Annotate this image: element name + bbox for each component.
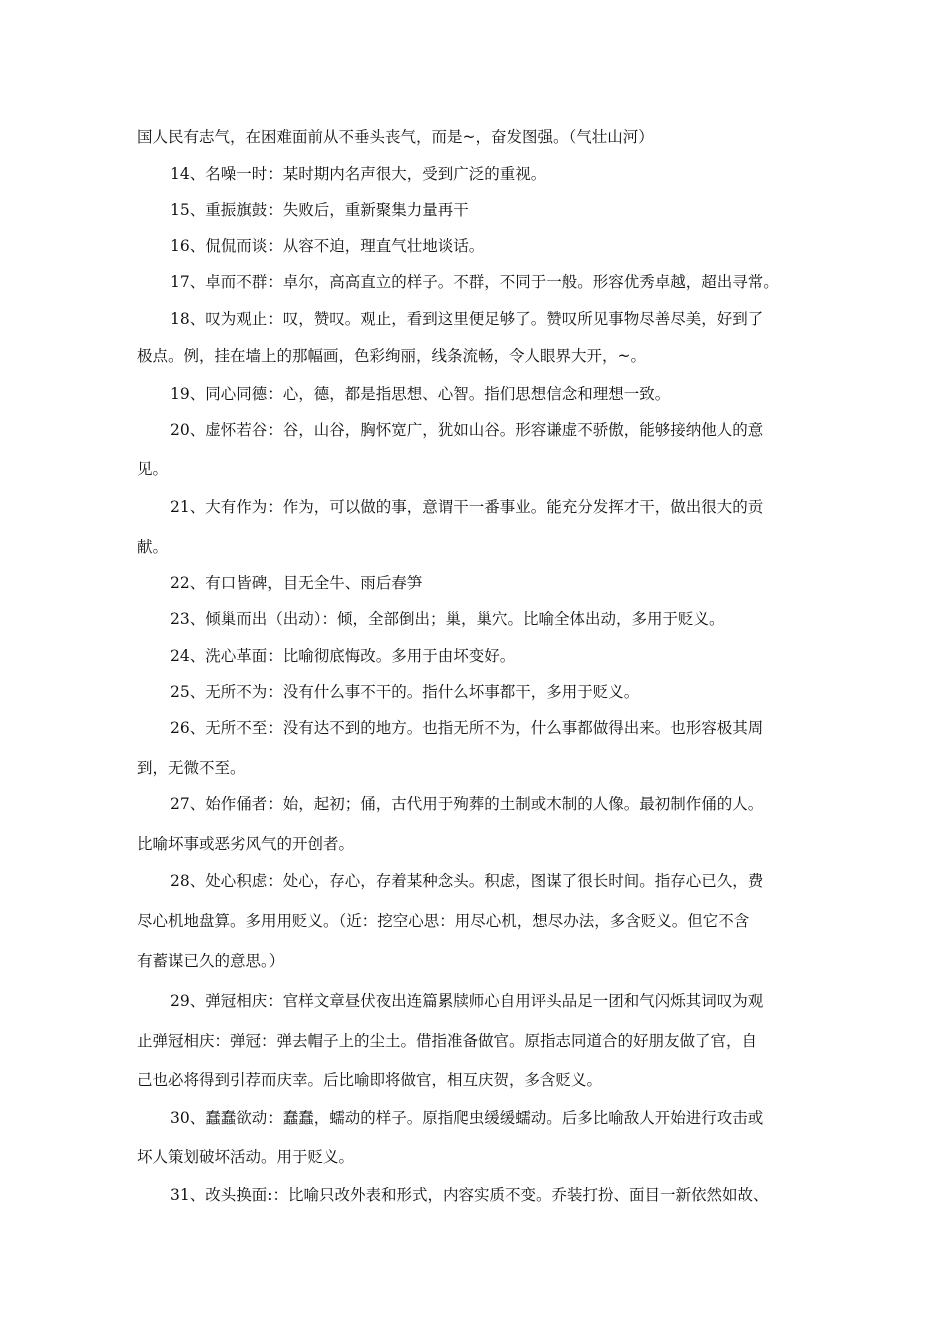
- text-line: 献。: [137, 538, 169, 556]
- text-line: 有蓄谋已久的意思。）: [137, 952, 285, 970]
- text-line: 27、始作俑者：始，起初；俑，古代用于殉葬的土制或木制的人像。最初制作俑的人。: [170, 795, 764, 813]
- text-line: 14、名噪一时：某时期内名声很大，受到广泛的重视。: [170, 165, 547, 183]
- text-line: 国人民有志气，在困难面前从不垂头丧气，而是~，奋发图强。（气壮山河）: [137, 128, 654, 146]
- text-line: 26、无所不至：没有达不到的地方。也指无所不为，什么事都做得出来。也形容极其周: [170, 719, 764, 737]
- text-line: 16、侃侃而谈：从容不迫，理直气壮地谈话。: [170, 237, 485, 255]
- text-line: 到，无微不至。: [137, 759, 246, 777]
- text-line: 21、大有作为：作为，可以做的事，意谓干一番事业。能充分发挥才干，做出很大的贡: [170, 498, 764, 516]
- text-line: 极点。例，挂在墙上的那幅画，色彩绚丽，线条流畅，令人眼界大开，~。: [137, 347, 646, 365]
- text-line: 22、有口皆碑，目无全牛、雨后春笋: [170, 574, 423, 592]
- text-line: 坏人策划破坏活动。用于贬义。: [137, 1148, 355, 1166]
- text-line: 18、叹为观止：叹，赞叹。观止，看到这里便足够了。赞叹所见事物尽善尽美，好到了: [170, 310, 764, 328]
- text-line: 15、重振旗鼓：失败后，重新聚集力量再干: [170, 201, 469, 219]
- text-line: 止弹冠相庆：弹冠：弹去帽子上的尘土。借指准备做官。原指志同道合的好朋友做了官，自: [137, 1032, 758, 1050]
- text-line: 28、处心积虑：处心，存心，存着某种念头。积虑，图谋了很长时间。指存心已久，费: [170, 872, 764, 890]
- text-line: 尽心机地盘算。多用用贬义。（近：挖空心思：用尽心机，想尽办法，多含贬义。但它不含: [137, 912, 750, 930]
- text-line: 29、弹冠相庆：官样文章昼伏夜出连篇累牍师心自用评头品足一团和气闪烁其词叹为观: [170, 992, 764, 1010]
- text-line: 30、蠢蠢欲动：蠢蠢，蠕动的样子。原指爬虫缓缓蠕动。后多比喻敌人开始进行攻击或: [170, 1109, 764, 1127]
- text-line: 己也必将得到引荐而庆幸。后比喻即将做官，相互庆贺，多含贬义。: [137, 1071, 603, 1089]
- text-line: 比喻坏事或恶劣风气的开创者。: [137, 835, 355, 853]
- text-line: 24、洗心革面：比喻彻底悔改。多用于由坏变好。: [170, 647, 516, 665]
- text-line: 31、改头换面:：比喻只改外表和形式，内容实质不变。乔装打扮、面目一新依然如故、: [170, 1186, 769, 1204]
- text-line: 见。: [137, 460, 169, 478]
- text-line: 17、卓而不群：卓尔，高高直立的样子。不群，不同于一般。形容优秀卓越，超出寻常。: [170, 273, 779, 291]
- text-line: 19、同心同德：心，德，都是指思想、心智。指们思想信念和理想一致。: [170, 385, 671, 403]
- text-line: 25、无所不为：没有什么事不干的。指什么坏事都干，多用于贬义。: [170, 683, 640, 701]
- text-line: 20、虚怀若谷：谷，山谷，胸怀宽广，犹如山谷。形容谦虚不骄傲，能够接纳他人的意: [170, 421, 764, 439]
- text-line: 23、倾巢而出（出动）：倾，全部倒出；巢，巢穴。比喻全体出动，多用于贬义。: [170, 610, 725, 628]
